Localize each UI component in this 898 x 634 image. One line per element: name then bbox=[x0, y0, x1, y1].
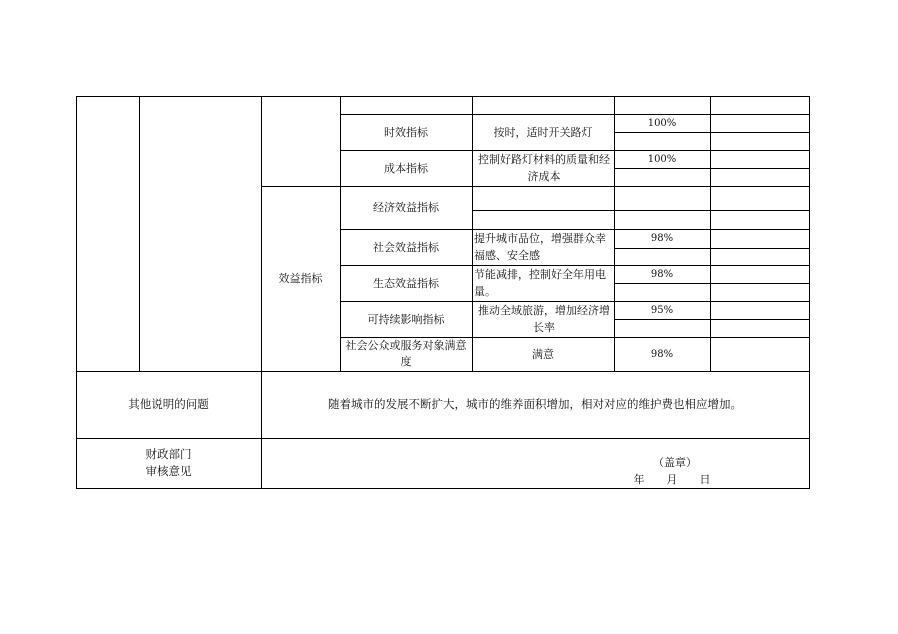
economic-label: 经济效益指标 bbox=[373, 201, 439, 214]
ecological-content: 节能减排，控制好全年用电量。 bbox=[474, 268, 606, 298]
satisfaction-value: 98% bbox=[650, 348, 674, 360]
row-line bbox=[614, 248, 810, 249]
table-bottom-border bbox=[76, 488, 810, 489]
other-notes-label: 其他说明的问题 bbox=[128, 397, 209, 411]
finance-review-label-line1: 财政部门 bbox=[145, 447, 192, 461]
table-top-border bbox=[76, 96, 810, 97]
cost-label: 成本指标 bbox=[384, 161, 428, 175]
ecological-value: 98% bbox=[650, 268, 674, 280]
row-line bbox=[614, 283, 810, 284]
sustainable-label: 可持续影响指标 bbox=[367, 312, 445, 326]
cost-content: 控制好路灯材料的质量和经济成本 bbox=[478, 153, 610, 183]
cost-value: 100% bbox=[647, 153, 677, 165]
finance-review-label-line2: 审核意见 bbox=[145, 464, 192, 478]
finance-review-label bbox=[76, 438, 261, 488]
column-line bbox=[710, 96, 711, 371]
row-line bbox=[614, 168, 810, 169]
social-value: 98% bbox=[650, 233, 674, 244]
social-label: 社会效益指标 bbox=[373, 240, 439, 254]
ecological-label: 生态效益指标 bbox=[373, 276, 439, 290]
finance-review-date: 年 月 日 bbox=[633, 473, 711, 486]
sustainable-value: 95% bbox=[650, 304, 674, 316]
sustainable-content: 推动全域旅游，增加经济增长率 bbox=[478, 304, 610, 334]
finance-review-seal: （盖章） bbox=[653, 456, 697, 469]
row-line bbox=[614, 132, 810, 133]
social-content: 提升城市品位，增强群众幸福感、安全感 bbox=[474, 232, 606, 262]
row-line bbox=[472, 210, 810, 211]
row-line bbox=[614, 319, 810, 320]
satisfaction-content: 满意 bbox=[532, 347, 554, 361]
timeliness-content: 按时，适时开关路灯 bbox=[493, 125, 593, 139]
other-notes-content: 随着城市的发展不断扩大，城市的维养面积增加，相对对应的维护费也相应增加。 bbox=[328, 397, 742, 411]
benefit-group-label: 效益指标 bbox=[278, 272, 323, 285]
timeliness-label: 时效指标 bbox=[384, 125, 428, 139]
row-line bbox=[261, 186, 810, 187]
column-line bbox=[139, 96, 140, 371]
satisfaction-label: 社会公众或服务对象满意度 bbox=[345, 339, 467, 368]
timeliness-value: 100% bbox=[647, 117, 677, 129]
table-right-border bbox=[809, 96, 810, 489]
